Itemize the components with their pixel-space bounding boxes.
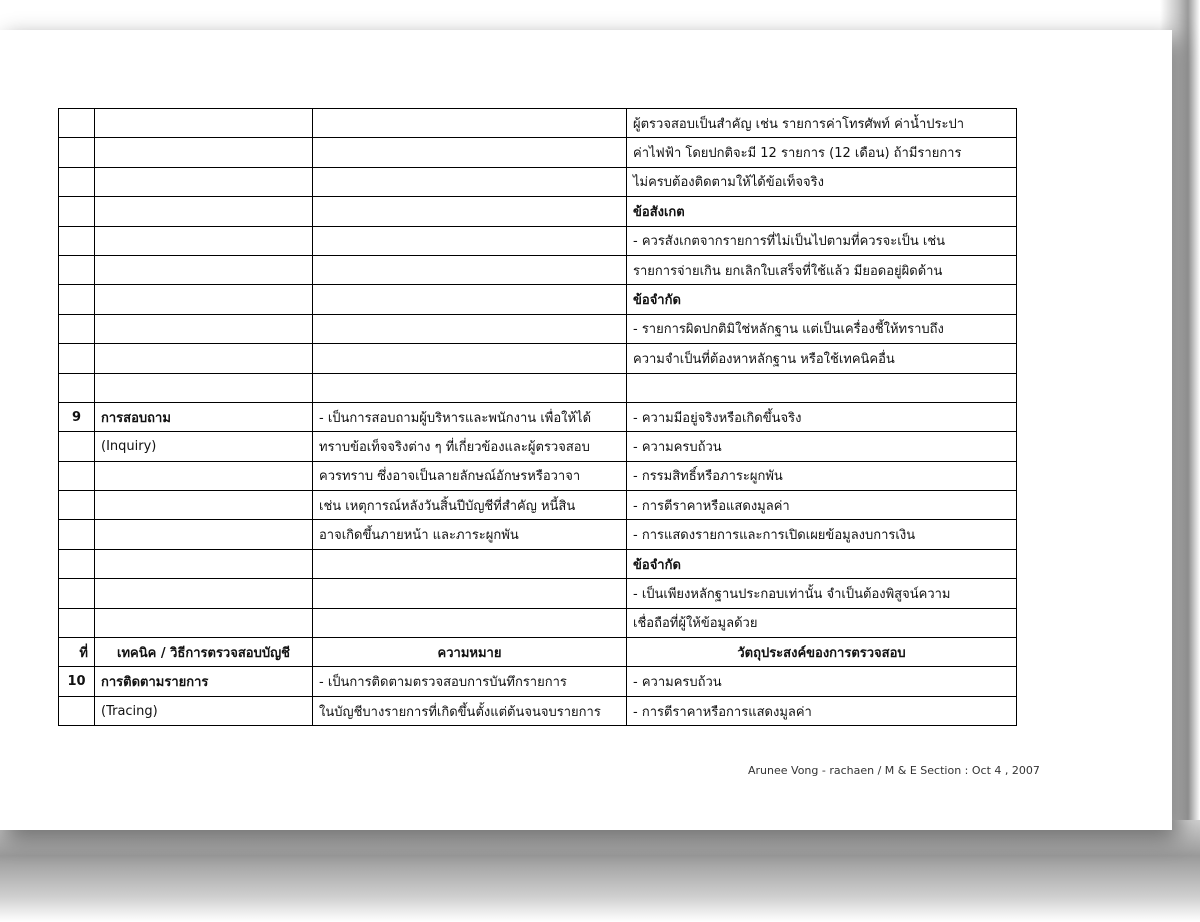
cell-objective: - ควรสังเกตจากรายการที่ไม่เป็นไปตามที่ควรจะเป็น เช่น (627, 226, 1017, 255)
table-row (59, 520, 1017, 549)
cell-number: 9 (59, 402, 95, 431)
cell-technique (95, 138, 313, 167)
cell-technique (95, 197, 313, 226)
cell-objective: - รายการผิดปกติมิใช่หลักฐาน แต่เป็นเครื่องชี้ให้ทราบถึง (627, 314, 1017, 343)
cell-number (59, 138, 95, 167)
cell-objective: ความจำเป็นที่ต้องหาหลักฐาน หรือใช้เทคนิคอื่น (627, 344, 1017, 373)
cell-technique: เทคนิค / วิธีการตรวจสอบบัญชี (95, 638, 313, 667)
cell-number (59, 314, 95, 343)
table-row (59, 373, 1017, 402)
cell-number (59, 461, 95, 490)
cell-meaning (313, 579, 627, 608)
cell-number (59, 197, 95, 226)
cell-technique (95, 491, 313, 520)
table-row (59, 109, 1017, 138)
table-row (59, 167, 1017, 196)
cell-number (59, 520, 95, 549)
cell-meaning (313, 138, 627, 167)
table-row (59, 226, 1017, 255)
cell-meaning (313, 549, 627, 578)
footer-credit: Arunee Vong - rachaen / M & E Section : Oct 4 , 2007 (748, 764, 1040, 777)
table-row (59, 314, 1017, 343)
cell-number (59, 344, 95, 373)
cell-objective: - ความมีอยู่จริงหรือเกิดขึ้นจริง (627, 402, 1017, 431)
cell-technique (95, 226, 313, 255)
page-shadow-bottom (0, 820, 1200, 922)
cell-objective: - การตีราคาหรือแสดงมูลค่า (627, 491, 1017, 520)
cell-technique (95, 344, 313, 373)
cell-meaning (313, 167, 627, 196)
table-row (59, 461, 1017, 490)
table-row (59, 579, 1017, 608)
cell-meaning: ในบัญชีบางรายการที่เกิดขึ้นตั้งแต่ต้นจนจบรายการ (313, 696, 627, 725)
cell-technique: (Tracing) (95, 696, 313, 725)
cell-number (59, 285, 95, 314)
cell-technique (95, 373, 313, 402)
cell-meaning (313, 255, 627, 284)
cell-technique (95, 285, 313, 314)
cell-technique (95, 109, 313, 138)
cell-meaning (313, 344, 627, 373)
cell-objective: วัตถุประสงค์ของการตรวจสอบ (627, 638, 1017, 667)
cell-technique (95, 255, 313, 284)
table-row (59, 491, 1017, 520)
cell-meaning: - เป็นการสอบถามผู้บริหารและพนักงาน เพื่อให้ได้ (313, 402, 627, 431)
table-row (59, 197, 1017, 226)
cell-meaning (313, 109, 627, 138)
cell-objective: - ความครบถ้วน (627, 432, 1017, 461)
table-header-row (59, 638, 1017, 667)
table-row (59, 696, 1017, 725)
table-row (59, 402, 1017, 431)
cell-objective: ข้อจำกัด (627, 549, 1017, 578)
cell-meaning: ความหมาย (313, 638, 627, 667)
cell-number (59, 696, 95, 725)
cell-technique: (Inquiry) (95, 432, 313, 461)
cell-objective: - การตีราคาหรือการแสดงมูลค่า (627, 696, 1017, 725)
cell-objective: - กรรมสิทธิ์หรือภาระผูกพัน (627, 461, 1017, 490)
cell-meaning: ทราบข้อเท็จจริงต่าง ๆ ที่เกี่ยวข้องและผู้ตรวจสอบ (313, 432, 627, 461)
table-row (59, 432, 1017, 461)
cell-number (59, 608, 95, 637)
cell-number (59, 109, 95, 138)
cell-meaning: - เป็นการติดตามตรวจสอบการบันทึกรายการ (313, 667, 627, 696)
cell-technique (95, 520, 313, 549)
cell-technique (95, 579, 313, 608)
cell-meaning (313, 226, 627, 255)
cell-meaning (313, 285, 627, 314)
cell-meaning: ควรทราบ ซึ่งอาจเป็นลายลักษณ์อักษรหรือวาจา (313, 461, 627, 490)
cell-meaning (313, 373, 627, 402)
table-row (59, 549, 1017, 578)
cell-technique (95, 461, 313, 490)
table-row (59, 344, 1017, 373)
cell-technique (95, 314, 313, 343)
document-page (0, 30, 1172, 830)
cell-meaning (313, 314, 627, 343)
cell-meaning (313, 197, 627, 226)
table-row (59, 255, 1017, 284)
cell-technique (95, 167, 313, 196)
cell-objective: รายการจ่ายเกิน ยกเลิกใบเสร็จที่ใช้แล้ว มียอดอยู่ผิดด้าน (627, 255, 1017, 284)
cell-objective: ค่าไฟฟ้า โดยปกติจะมี 12 รายการ (12 เดือน) ถ้ามีรายการ (627, 138, 1017, 167)
cell-number (59, 432, 95, 461)
cell-objective (627, 373, 1017, 402)
table-body (59, 109, 1017, 726)
cell-objective: ไม่ครบต้องติดตามให้ได้ข้อเท็จจริง (627, 167, 1017, 196)
cell-number (59, 549, 95, 578)
cell-meaning: เช่น เหตุการณ์หลังวันสิ้นปีบัญชีที่สำคัญ หนี้สิน (313, 491, 627, 520)
cell-technique (95, 608, 313, 637)
cell-number (59, 373, 95, 402)
cell-technique (95, 549, 313, 578)
cell-objective: - เป็นเพียงหลักฐานประกอบเท่านั้น จำเป็นต้องพิสูจน์ความ (627, 579, 1017, 608)
cell-objective: ข้อสังเกต (627, 197, 1017, 226)
cell-number (59, 255, 95, 284)
cell-number: ที่ (59, 638, 95, 667)
cell-number (59, 167, 95, 196)
table-row (59, 667, 1017, 696)
cell-number: 10 (59, 667, 95, 696)
cell-number (59, 579, 95, 608)
cell-objective: ข้อจำกัด (627, 285, 1017, 314)
cell-meaning: อาจเกิดขึ้นภายหน้า และภาระผูกพัน (313, 520, 627, 549)
cell-technique: การสอบถาม (95, 402, 313, 431)
cell-meaning (313, 608, 627, 637)
audit-technique-table (58, 108, 1017, 726)
cell-number (59, 491, 95, 520)
cell-objective: ผู้ตรวจสอบเป็นสำคัญ เช่น รายการค่าโทรศัพท์ ค่าน้ำประปา (627, 109, 1017, 138)
cell-technique: การติดตามรายการ (95, 667, 313, 696)
table-row (59, 138, 1017, 167)
table-row (59, 608, 1017, 637)
cell-objective: เชื่อถือที่ผู้ให้ข้อมูลด้วย (627, 608, 1017, 637)
cell-number (59, 226, 95, 255)
cell-objective: - ความครบถ้วน (627, 667, 1017, 696)
table-row (59, 285, 1017, 314)
cell-objective: - การแสดงรายการและการเปิดเผยข้อมูลงบการเงิน (627, 520, 1017, 549)
